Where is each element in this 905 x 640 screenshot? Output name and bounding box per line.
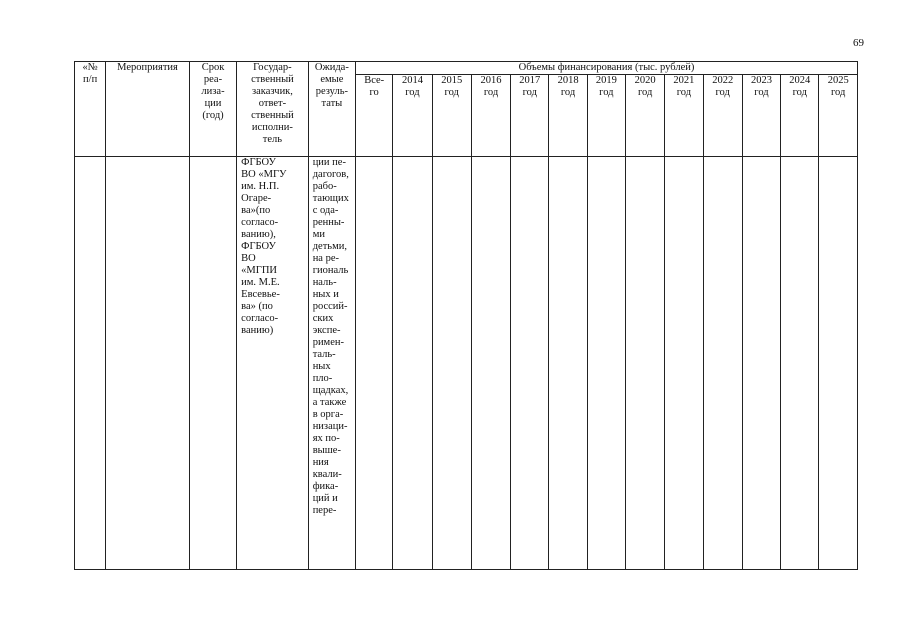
cell-year	[625, 157, 664, 570]
cell-year	[549, 157, 587, 570]
cell-year	[587, 157, 625, 570]
header-year: 2024 год	[781, 75, 819, 157]
header-funding: Объемы финансирования (тыс. рублей)	[356, 62, 858, 75]
header-year: 2022 год	[703, 75, 742, 157]
header-year: 2018 год	[549, 75, 587, 157]
cell-total	[356, 157, 393, 570]
header-customer: Государ- ственный заказчик, ответ- ственный исполни- тель	[237, 62, 309, 157]
header-year: 2021 год	[665, 75, 703, 157]
financing-table	[74, 61, 858, 570]
cell-year	[432, 157, 471, 570]
header-year: 2025 год	[819, 75, 858, 157]
header-year: 2023 год	[742, 75, 780, 157]
cell-year	[781, 157, 819, 570]
cell-year	[393, 157, 432, 570]
header-year: 2016 год	[471, 75, 510, 157]
table-row	[75, 157, 858, 570]
header-year: 2019 год	[587, 75, 625, 157]
cell-customer: ФГБОУ ВО «МГУ им. Н.П. Огаре- ва»(по согласо- ванию), ФГБОУ ВО «МГПИ им. М.Е. Евсевье- ва» (по согласо- ванию)	[237, 157, 309, 570]
page-number: 69	[853, 37, 864, 49]
cell-year	[511, 157, 549, 570]
header-num: «№ п/п	[75, 62, 106, 157]
header-results: Ожида- емые резуль- таты	[308, 62, 355, 157]
cell-year	[819, 157, 858, 570]
header-year: 2014 год	[393, 75, 432, 157]
cell-num	[75, 157, 106, 570]
header-year: 2015 год	[432, 75, 471, 157]
cell-results: ции пе- дагогов, рабо- тающих с ода- ренны- ми детьми, на ре- гиональ наль- ных и россий- ских экспе- римен- таль- ных пло- щадках, а также в орга- низаци- ях по- выше- ния квали- фика- ций и пере-	[308, 157, 355, 570]
header-total: Все- го	[356, 75, 393, 157]
header-year: 2017 год	[511, 75, 549, 157]
cell-term	[189, 157, 236, 570]
header-term: Срок реа- лиза- ции (год)	[189, 62, 236, 157]
cell-year	[742, 157, 780, 570]
cell-year	[665, 157, 703, 570]
header-activities: Мероприятия	[106, 62, 190, 157]
cell-activities	[106, 157, 190, 570]
header-year: 2020 год	[625, 75, 664, 157]
cell-year	[703, 157, 742, 570]
cell-year	[471, 157, 510, 570]
